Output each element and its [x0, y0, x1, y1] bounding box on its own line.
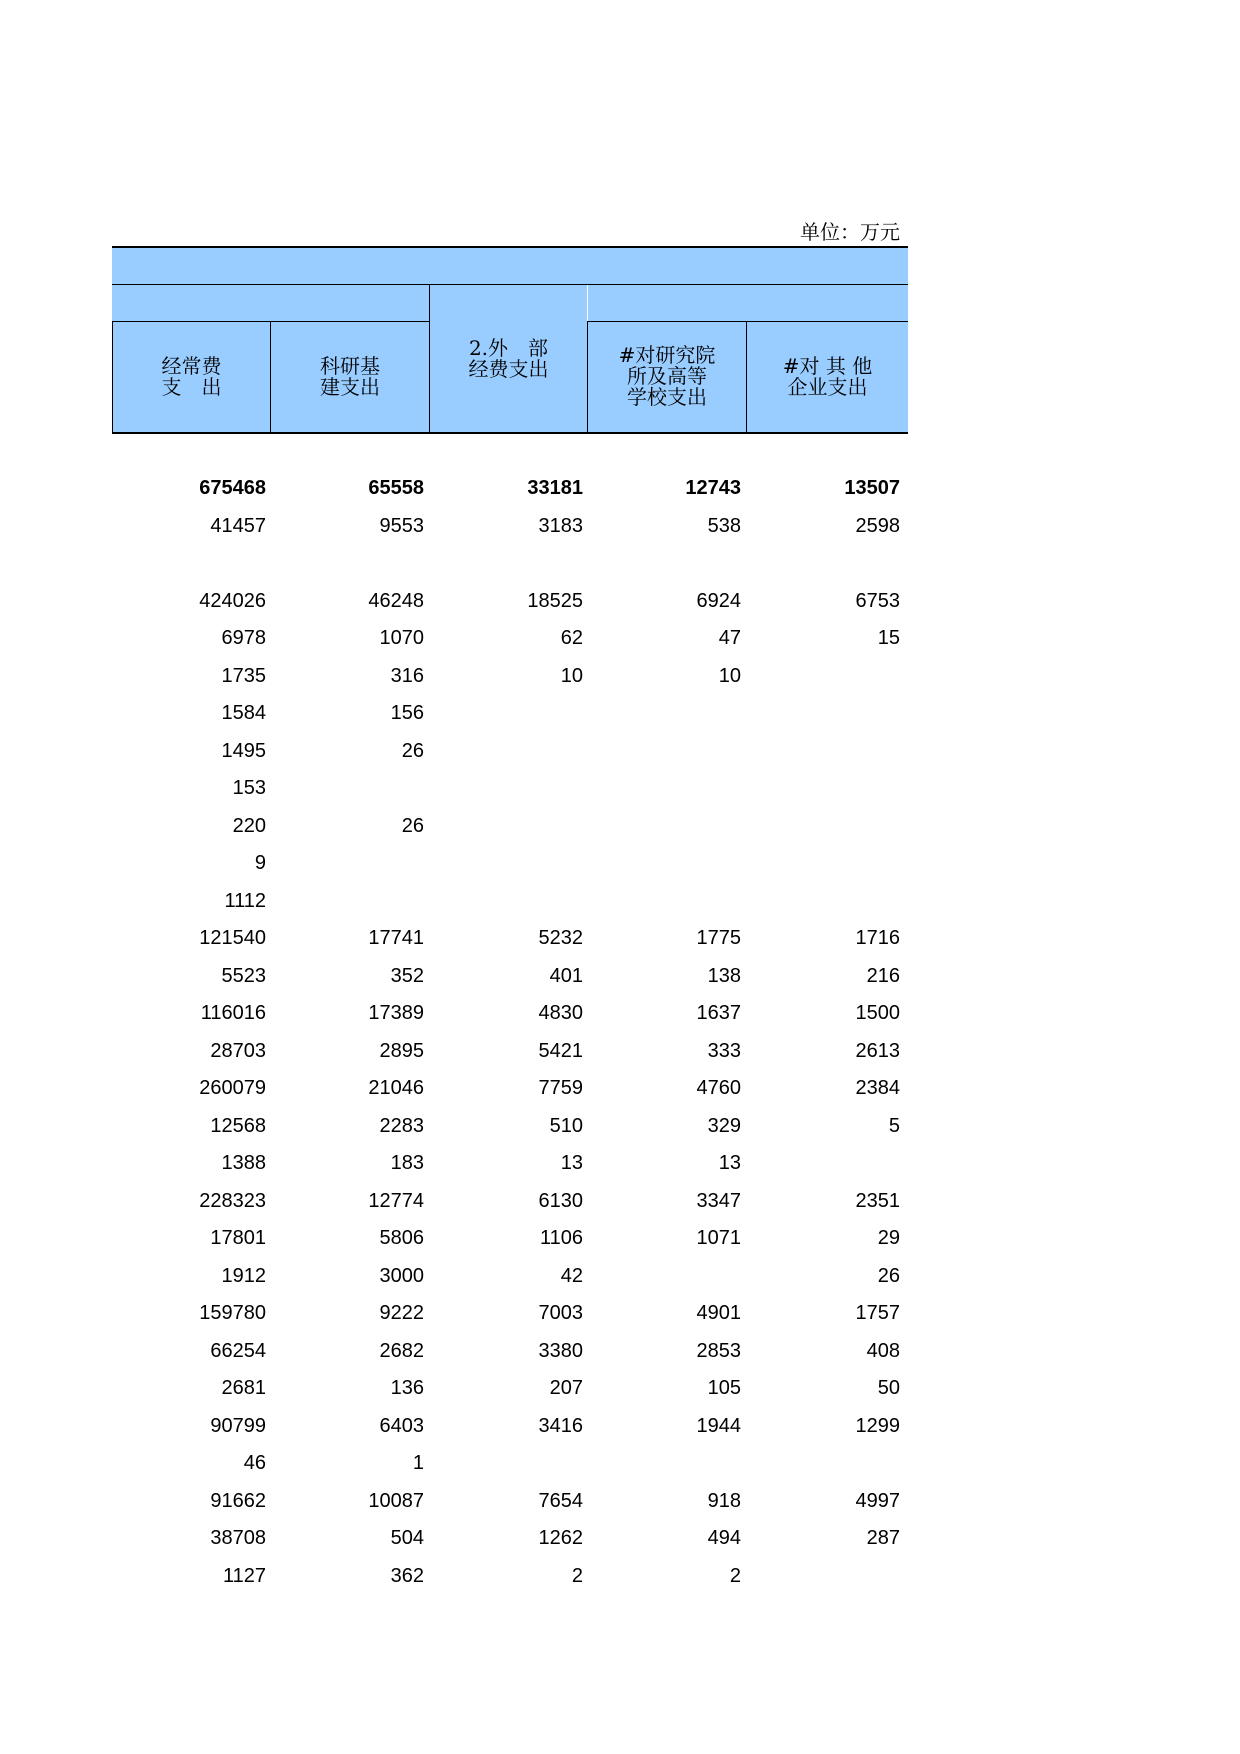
table-cell: 1584	[221, 702, 266, 724]
header-cell-4	[588, 285, 908, 321]
table-cell: 46248	[368, 589, 424, 612]
table-cell: 62	[560, 627, 583, 649]
table-cell: 6978	[221, 627, 266, 649]
table-row	[112, 1033, 908, 1071]
table-cell: 28703	[210, 1039, 266, 1062]
table-cell: 494	[707, 1527, 741, 1549]
table-cell: 329	[707, 1114, 741, 1137]
table-cell: 2351	[855, 1189, 900, 1212]
table-cell: 4901	[696, 1302, 741, 1324]
table-cell: 2613	[855, 1039, 900, 1062]
table-row	[112, 1108, 908, 1146]
table-row	[112, 1220, 908, 1258]
table-cell: 207	[549, 1377, 583, 1399]
table-cell: 2682	[379, 1339, 424, 1362]
table-row	[112, 583, 908, 621]
header-band	[112, 248, 908, 284]
table-cell: 220	[232, 814, 266, 837]
table-cell: 17389	[368, 1002, 424, 1024]
header-label-routine-expense: 经常费 支 出	[161, 354, 222, 399]
table-cell: 13507	[844, 477, 900, 499]
table-cell: 29	[877, 1227, 900, 1249]
table-cell: 3183	[538, 514, 583, 537]
table-cell: 352	[390, 964, 424, 987]
header-bottom-rule	[112, 432, 908, 434]
table-row	[112, 1145, 908, 1183]
table-row	[112, 1370, 908, 1408]
table-cell: 1070	[379, 627, 424, 649]
table-cell: 3380	[538, 1339, 583, 1362]
table-cell: 9553	[379, 514, 424, 537]
table-cell: 3416	[538, 1414, 583, 1437]
table-row	[112, 808, 908, 846]
table-cell: 90799	[210, 1414, 266, 1437]
table-cell: 424026	[199, 589, 266, 612]
table-row	[112, 1258, 908, 1296]
table-cell: 46	[243, 1452, 266, 1474]
table-cell: 5232	[538, 927, 583, 949]
table-row	[112, 1333, 908, 1371]
table-cell: 9222	[379, 1302, 424, 1324]
table-cell: 2283	[379, 1114, 424, 1137]
table-cell: 21046	[368, 1077, 424, 1099]
table-row	[112, 658, 908, 696]
table-cell: 26	[877, 1264, 900, 1287]
table-cell: 6130	[538, 1189, 583, 1212]
table-cell: 1262	[538, 1527, 583, 1549]
table-cell: 50	[877, 1377, 900, 1399]
table-row	[112, 1408, 908, 1446]
table-cell: 153	[232, 777, 266, 799]
table-cell: 333	[707, 1039, 741, 1062]
table-cell: 138	[707, 964, 741, 987]
table-cell: 42	[560, 1264, 583, 1287]
table-cell: 287	[866, 1527, 900, 1549]
table-cell: 1716	[855, 927, 900, 949]
table-cell: 5	[888, 1114, 900, 1137]
table-cell: 2598	[855, 514, 900, 537]
table-cell: 10	[560, 664, 583, 687]
table-cell: 2853	[696, 1339, 741, 1362]
table-cell: 10	[718, 664, 741, 687]
table-cell: 504	[390, 1527, 424, 1549]
table-cell: 2384	[855, 1077, 900, 1099]
header-label-external-expense: 2.外 部 经费支出	[468, 336, 549, 381]
table-cell: 1106	[539, 1227, 583, 1249]
table-cell: 13	[718, 1152, 741, 1174]
table-cell: 26	[401, 739, 424, 762]
table-cell: 12568	[210, 1114, 266, 1137]
table-cell: 26	[401, 814, 424, 837]
table-cell: 15	[877, 627, 900, 649]
table-cell: 1	[412, 1452, 424, 1474]
table-cell: 538	[707, 514, 741, 537]
table-cell: 362	[390, 1564, 424, 1587]
table-cell: 1299	[855, 1414, 900, 1437]
table-cell: 5806	[379, 1227, 424, 1249]
table-cell: 1637	[696, 1002, 741, 1024]
table-cell: 6403	[379, 1414, 424, 1437]
table-cell: 2	[571, 1564, 583, 1587]
table-row	[112, 1520, 908, 1558]
table-row	[112, 545, 908, 583]
table-cell: 47	[718, 627, 741, 649]
table-cell: 4830	[538, 1002, 583, 1024]
table-cell: 13	[560, 1152, 583, 1174]
table-cell: 136	[390, 1377, 424, 1399]
table-cell: 17741	[368, 927, 424, 949]
table-cell: 1127	[222, 1564, 266, 1587]
table-row	[112, 695, 908, 733]
table-cell: 316	[390, 664, 424, 687]
unit-label: 单位：万元	[800, 220, 900, 244]
table-cell: 41457	[210, 514, 266, 537]
table-cell: 91662	[210, 1489, 266, 1512]
header-group-cell	[112, 285, 429, 321]
table-cell: 5523	[221, 964, 266, 987]
table-cell: 401	[549, 964, 583, 987]
table-row	[112, 733, 908, 771]
table-cell: 159780	[199, 1302, 266, 1324]
table-cell: 408	[866, 1339, 900, 1362]
table-cell: 1500	[855, 1002, 900, 1024]
table-cell: 18525	[527, 589, 583, 612]
table-body	[112, 470, 908, 1595]
table-cell: 2	[729, 1564, 741, 1587]
table-cell: 1112	[224, 889, 266, 912]
table-row	[112, 995, 908, 1033]
table-cell: 1944	[696, 1414, 741, 1437]
table-cell: 7003	[538, 1302, 583, 1324]
table-row	[112, 1483, 908, 1521]
table-row	[112, 845, 908, 883]
table-cell: 7759	[538, 1077, 583, 1099]
header-divider	[112, 284, 908, 285]
table-cell: 12743	[685, 477, 741, 499]
header-label-to-other-enterprises: #对 其 他 企业支出	[782, 354, 873, 399]
table-cell: 1912	[221, 1264, 266, 1287]
table-cell: 33181	[527, 477, 583, 499]
table-cell: 5421	[538, 1039, 583, 1062]
table-cell: 1775	[696, 927, 741, 949]
table-cell: 3000	[379, 1264, 424, 1287]
table-row	[112, 1183, 908, 1221]
table-cell: 66254	[210, 1339, 266, 1362]
table-cell: 116016	[200, 1002, 266, 1024]
table-cell: 121540	[199, 927, 266, 949]
table-row	[112, 1445, 908, 1483]
table-row	[112, 1295, 908, 1333]
table-cell: 156	[390, 702, 424, 724]
table-cell: 7654	[538, 1489, 583, 1512]
table-cell: 918	[707, 1489, 741, 1512]
table-cell: 2895	[379, 1039, 424, 1062]
table-cell: 12774	[368, 1189, 424, 1212]
header-divider	[588, 321, 908, 322]
table-cell: 6924	[696, 589, 741, 612]
table-cell: 510	[549, 1114, 583, 1137]
table-cell: 3347	[696, 1189, 741, 1212]
table-row	[112, 770, 908, 808]
table-cell: 38708	[210, 1527, 266, 1549]
table-cell: 260079	[199, 1077, 266, 1099]
table-cell: 1071	[696, 1227, 741, 1249]
table-row	[112, 470, 908, 508]
table-cell: 10087	[368, 1489, 424, 1512]
table-cell: 4997	[855, 1489, 900, 1512]
header-label-capital-construction: 科研基 建支出	[320, 354, 380, 399]
table-cell: 1757	[855, 1302, 900, 1324]
table-cell: 4760	[696, 1077, 741, 1099]
table-row	[112, 1070, 908, 1108]
table-cell: 1735	[221, 664, 266, 687]
table-row	[112, 958, 908, 996]
table-cell: 675468	[199, 477, 266, 499]
header-label-to-institutes: #对研究院 所及高等 学校支出	[618, 343, 716, 409]
table-row	[112, 620, 908, 658]
table-cell: 228323	[199, 1189, 266, 1212]
table-cell: 183	[390, 1152, 424, 1174]
table-row	[112, 508, 908, 546]
table-cell: 1495	[221, 739, 266, 762]
table-cell: 216	[866, 964, 900, 987]
table-cell: 2681	[221, 1377, 266, 1399]
table-cell: 65558	[368, 477, 424, 499]
table-row	[112, 883, 908, 921]
table-cell: 17801	[210, 1227, 266, 1249]
table-row	[112, 1558, 908, 1596]
table-cell: 9	[254, 852, 266, 874]
table-cell: 1388	[221, 1152, 266, 1174]
table-cell: 6753	[855, 589, 900, 612]
table-cell: 105	[707, 1377, 741, 1399]
table-row	[112, 920, 908, 958]
